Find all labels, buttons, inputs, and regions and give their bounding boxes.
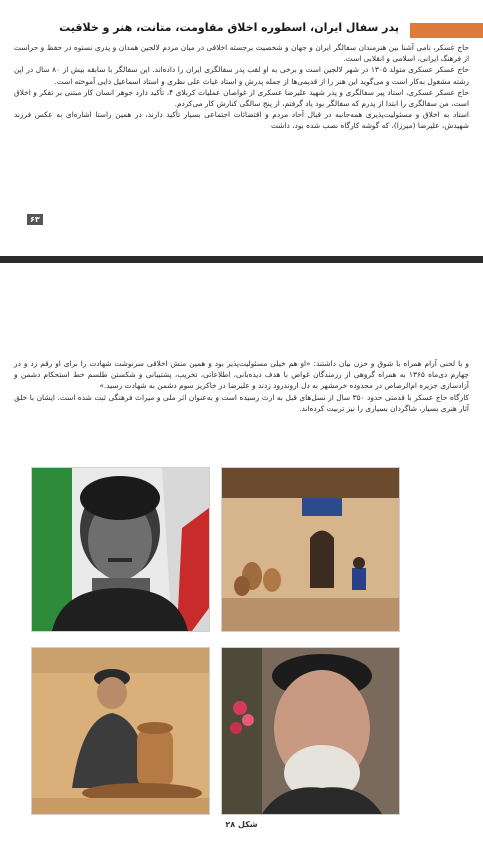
top-page [0,0,483,256]
bottom-text-block [14,358,469,414]
potter-at-wheel-photo [31,647,210,815]
paragraph: حاج عسکر عسکری متولد ۱۳۰۵ در شهر لالجین است و برخی به او لقب پدر سفالگری ایران را داده‌اند. این سفالگر با سابقه بیش از ۸۰ سال در این رشته مشغول به‌کار است و می‌گوید این هنر را از قدیمی‌ها از جمله پدرش و استاد غیاث علی نظری و استاد اسماعیل دایی آموخته است. [14,65,469,86]
elderly-master-photo [221,647,400,815]
figure-caption: شکل ۲۸ [225,820,258,829]
page-divider [0,256,483,263]
paragraph: استاد به اخلاق و مسئولیت‌پذیری همه‌جانبه در قبال آحاد مردم و اقتضائات اجتماعی بسیار تأکید دارند، در همین راستا اشاره‌ای به عکس فرزند شهیدش، علیرضا (میرزا)، که گوشه کارگاه نصب شده بود، داشت [14,110,469,131]
page-heading: پدر سفال ایران، اسطوره اخلاق مقاومت، متانت، هنر و خلاقیت [59,21,399,34]
workshop-entrance-photo [221,467,400,632]
page-number: ۶۳ [27,214,43,225]
heading-accent-bar [410,23,483,38]
paragraph: حاج عسکر عسکری، استاد پیر سفالگری و پدر شهید علیرضا عسکری از غواصان عملیات کربلای ۴، تأکید دارد جوهر انسان کار مبتنی بر تفکر و اخلاق است، من سفالگری را ابتدا از پدرم که سفالگر بود یاد گرفتم، از پنج سالگی کنارش کار می‌کردم. [14,87,469,109]
top-text-block [14,42,469,132]
paragraph: کارگاه حاج عسکر با قدمتی حدود ۳۵۰ سال از نسل‌های قبل به ارث رسیده است و به‌عنوان اثر ملی و میراث فرهنگی ثبت شده است. ایشان با خلق آثار هنری بسیار، شاگردان بسیاری را نیز تربیت کرده‌اند. [14,392,469,413]
paragraph: و با لحنی آرام همراه با شوق و حزن بیان داشتند: «او هم خیلی مسئولیت‌پذیر بود و همین منش اخلاقی سرنوشت شهادت را برای او رقم زد و در چهارم دی‌ماه ۱۳۶۵ به همراه گروهی از رزمندگان غواص با هدف دیده‌بانی، اطلاعاتی، تخریب، پشتیبانی و شکستن طلسم خط استحکام دشمن و آزادسازی جزیره ام‌الرصاص در محدوده خرمشهر به دل اروندرود زدند و علیرضا در خاکریز سوم دشمن به شهادت رسید.» [14,359,469,391]
martyr-portrait-photo [31,467,210,632]
paragraph: حاج عسکر، نامی آشنا بین هنرمندان سفالگر ایران و جهان و شخصیت برجسته اخلاقی در میان مردم لالجین همدان و پدری نستوه در حفظ و حراست از فرهنگ ایرانی، اسلامی و انقلابی است. [14,43,469,64]
